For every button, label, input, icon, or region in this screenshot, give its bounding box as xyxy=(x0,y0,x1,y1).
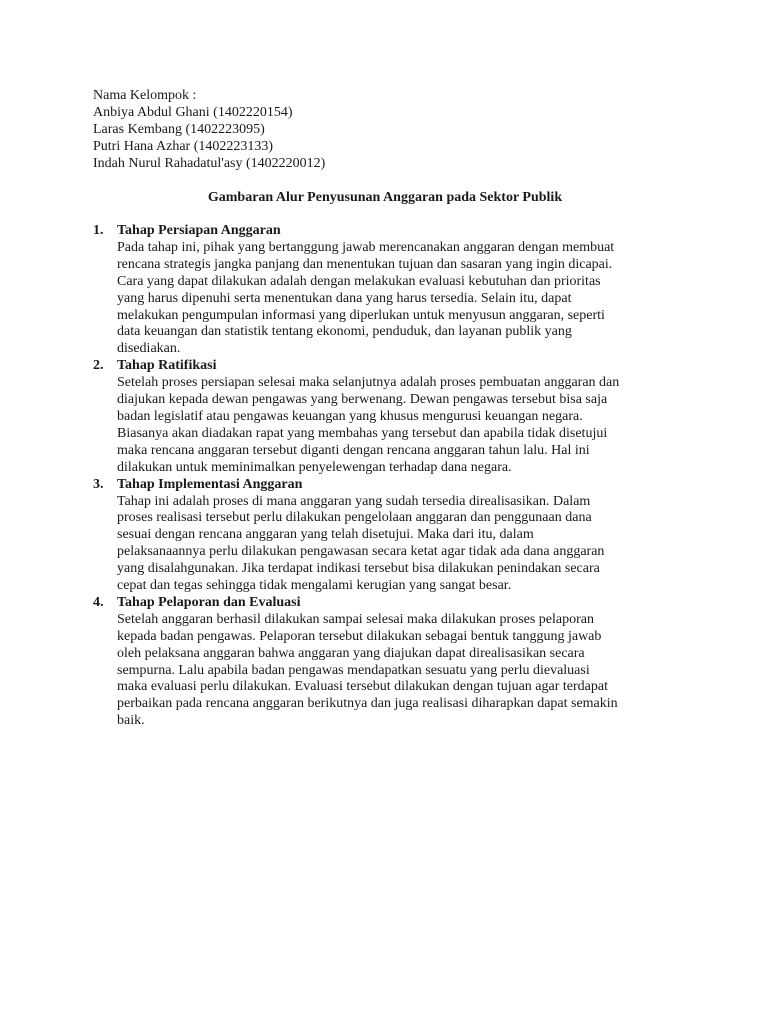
step-body-line: cepat dan tegas sehingga tidak mengalami kerugian yang sangat besar. xyxy=(117,578,512,594)
step-body-line: disediakan. xyxy=(117,341,181,357)
step-body-line: diajukan kepada dewan pengawas yang berwenang. Dewan pengawas tersebut bisa saja xyxy=(117,392,608,408)
step-title: Tahap Persiapan Anggaran xyxy=(117,223,281,238)
step-body-line: maka evaluasi perlu dilakukan. Evaluasi tersebut dilakukan dengan tujuan agar terdapat xyxy=(117,679,608,695)
step-title: Tahap Implementasi Anggaran xyxy=(117,476,303,492)
steps-list xyxy=(93,223,683,730)
step-body xyxy=(117,240,677,358)
step-body-line: melakukan pengumpulan informasi yang diperlukan untuk menyusun anggaran, seperti xyxy=(117,307,605,323)
step-body-line: oleh pelaksana anggaran bahwa anggaran yang diajukan dapat direalisasikan secara xyxy=(117,645,585,661)
step-body-line: perbaikan pada rencana anggaran berikutnya dan juga realisasi diharapkan dapat semakin xyxy=(117,696,618,712)
step-number: 1. xyxy=(93,223,104,238)
step-body-line: maka rencana anggaran tersebut diganti dengan rencana anggaran tahun lalu. Hal ini xyxy=(117,442,590,458)
step-number: 3. xyxy=(93,476,104,492)
step-body xyxy=(117,494,677,595)
step-body-line: baik. xyxy=(117,713,145,729)
document-title: Gambaran Alur Penyusunan Anggaran pada Sektor Publik xyxy=(207,190,563,205)
group-heading: Nama Kelompok : xyxy=(93,88,197,103)
step-item-ratifikasi xyxy=(93,358,683,476)
step-title: Tahap Pelaporan dan Evaluasi xyxy=(117,594,301,610)
group-member-1: Anbiya Abdul Ghani (1402220154) xyxy=(93,104,293,120)
step-body-line: pelaksanaannya perlu dilakukan pengawasan secara ketat agar tidak ada dana anggaran xyxy=(117,544,605,560)
step-title: Tahap Ratifikasi xyxy=(117,358,217,374)
step-body-line: yang disalahgunakan. Jika terdapat indikasi tersebut bisa dilakukan penindakan secara xyxy=(117,561,600,577)
step-body-line: dilakukan untuk meminimalkan penyelewengan terhadap dana negara. xyxy=(117,459,512,475)
step-body-line: Tahap ini adalah proses di mana anggaran yang sudah tersedia direalisasikan. Dalam xyxy=(117,493,591,509)
step-body-line: Pada tahap ini, pihak yang bertanggung jawab merencanakan anggaran dengan membuat xyxy=(117,239,615,255)
step-item-implementasi xyxy=(93,477,683,595)
step-item-pelaporan xyxy=(93,595,683,730)
step-number: 2. xyxy=(93,358,104,374)
step-body-line: badan legislatif atau pengawas keuangan yang khusus mengurusi keuangan negara. xyxy=(117,408,583,424)
group-member-4: Indah Nurul Rahadatul'asy (1402220012) xyxy=(93,155,326,171)
step-body-line: sempurna. Lalu apabila badan pengawas mendapatkan sesuatu yang perlu dievaluasi xyxy=(117,662,590,678)
step-body xyxy=(117,612,677,730)
group-member-2: Laras Kembang (1402223095) xyxy=(93,121,265,137)
step-body-line: Setelah anggaran berhasil dilakukan sampai selesai maka dilakukan proses pelaporan xyxy=(117,611,594,627)
step-item-persiapan xyxy=(93,223,683,358)
step-body-line: yang harus dipenuhi serta menentukan dana yang harus tersedia. Selain itu, dapat xyxy=(117,290,572,306)
step-body-line: proses realisasi tersebut perlu dilakukan pengelolaan anggaran dan penggunaan dana xyxy=(117,510,592,526)
group-members-block xyxy=(93,88,693,173)
step-body xyxy=(117,375,677,476)
step-body-line: rencana strategis jangka panjang dan menentukan tujuan dan sasaran yang ingin dicapai. xyxy=(117,256,613,272)
step-body-line: Setelah proses persiapan selesai maka selanjutnya adalah proses pembuatan anggaran dan xyxy=(117,375,620,391)
step-body-line: Biasanya akan diadakan rapat yang membahas yang tersebut dan apabila tidak disetujui xyxy=(117,425,608,441)
step-body-line: data keuangan dan statistik tentang ekonomi, penduduk, dan layanan publik yang xyxy=(117,324,572,340)
group-member-3: Putri Hana Azhar (1402223133) xyxy=(93,138,274,154)
step-body-line: Cara yang dapat dilakukan adalah dengan melakukan evaluasi kebutuhan dan prioritas xyxy=(117,273,601,289)
step-body-line: kepada badan pengawas. Pelaporan tersebut dilakukan sebagai bentuk tanggung jawab xyxy=(117,628,602,644)
step-number: 4. xyxy=(93,594,104,610)
step-body-line: sesuai dengan rencana anggaran yang telah disetujui. Maka dari itu, dalam xyxy=(117,527,534,543)
